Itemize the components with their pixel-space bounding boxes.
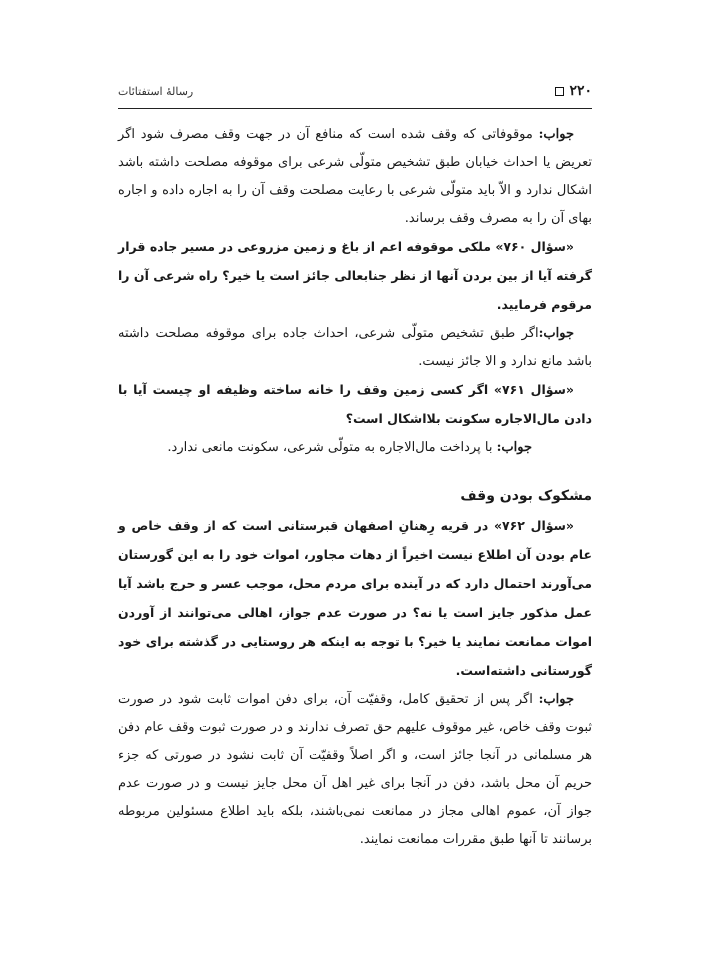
question-paragraph [118,512,592,686]
document-page [118,80,592,854]
answer-text: موقوفاتی که وقف شده است که منافع آن در جهت وقف مصرف شود اگر تعریض یا احداث خیابان طبق تشخیص متولّی شرعی برای موقوفه مصلحت داشته باشد اشکال ندارد و الاّ باید متولّی شرعی با رعایت مصلحت وقف آن را به اجاره داده و اجاره بهای آن را به مصرف وقف برساند. [118,127,592,226]
answer-paragraph [118,434,592,462]
section-heading: مشکوک بودن وقف [460,488,592,504]
answer-text: اگر پس از تحقیق کامل، وقفیّت آن، برای دفن اموات ثابت شود در صورت ثبوت وقف خاص، غیر موقوف علیهم حق تصرف ندارند و در صورت ثبوت وقف عام دفن هر مسلمانی در آنجا جائز است، و اگر اصلاً وقفیّت آن ثابت نشود در صورتی که جزء حریم آن محل باشد، دفن در آنجا برای غیر اهل آن محل جایز نیست و در صورت عدم جواز آن، عموم اهالی مجاز در ممانعت نمی‌باشند، بلکه باید اطلاع مسئولین مربوطه برسانند تا آنها طبق مقررات ممانعت نمایند. [118,692,592,847]
answer-label: جواب: [538,692,574,707]
question-text: «سؤال ۷۶۰» ملکی موقوفه اعم از باغ و زمین مزروعی در مسیر جاده قرار گرفته آیا از بین بردن آنها از نظر جنابعالی جائز است یا خیر؟ راه شرعی آن را مرقوم فرمایید. [118,239,592,312]
page-header [118,80,592,109]
page-content [118,121,592,854]
page-number: ۲۲۰ [569,83,592,99]
answer-paragraph [118,121,592,233]
answer-label: جواب: [538,127,574,142]
square-bullet-icon [555,87,564,96]
book-title: رسالهٔ استفتائات [118,84,194,98]
answer-paragraph [118,686,592,854]
answer-paragraph [118,320,592,376]
answer-label: جواب: [496,440,532,455]
question-text: «سؤال ۷۶۱» اگر کسی زمین وقف را خانه ساخته وظیفه او چیست آیا با دادن مال‌الاجاره سکونت بلااشکال است؟ [118,382,592,426]
answer-label: جواب: [538,326,574,341]
question-paragraph [118,233,592,320]
answer-text: با پرداخت مال‌الاجاره به متولّی شرعی، سکونت مانعی ندارد. [167,440,497,455]
page-number-block [555,83,592,99]
question-paragraph [118,376,592,434]
question-text: «سؤال ۷۶۲» در قریه رِهنانِ اصفهان قبرستانی است که از وقف خاص و عام بودن آن اطلاع نیست اخیراً از دهات مجاور، اموات خود را به این گورستان می‌آورند احتمال دارد که در آینده برای مردم محل، موجب عسر و حرج باشد آیا عمل مذکور جایز است یا نه؟ در صورت عدم جواز، اهالی می‌توانند از آوردن اموات ممانعت نمایند یا خیر؟ با توجه به اینکه هر روستایی در گذشته برای خود گورستانی داشته‌است. [118,518,592,678]
answer-text: اگر طبق تشخیص متولّی شرعی، احداث جاده برای موقوفه مصلحت داشته باشد مانع ندارد و الا جائز نیست. [118,326,592,369]
